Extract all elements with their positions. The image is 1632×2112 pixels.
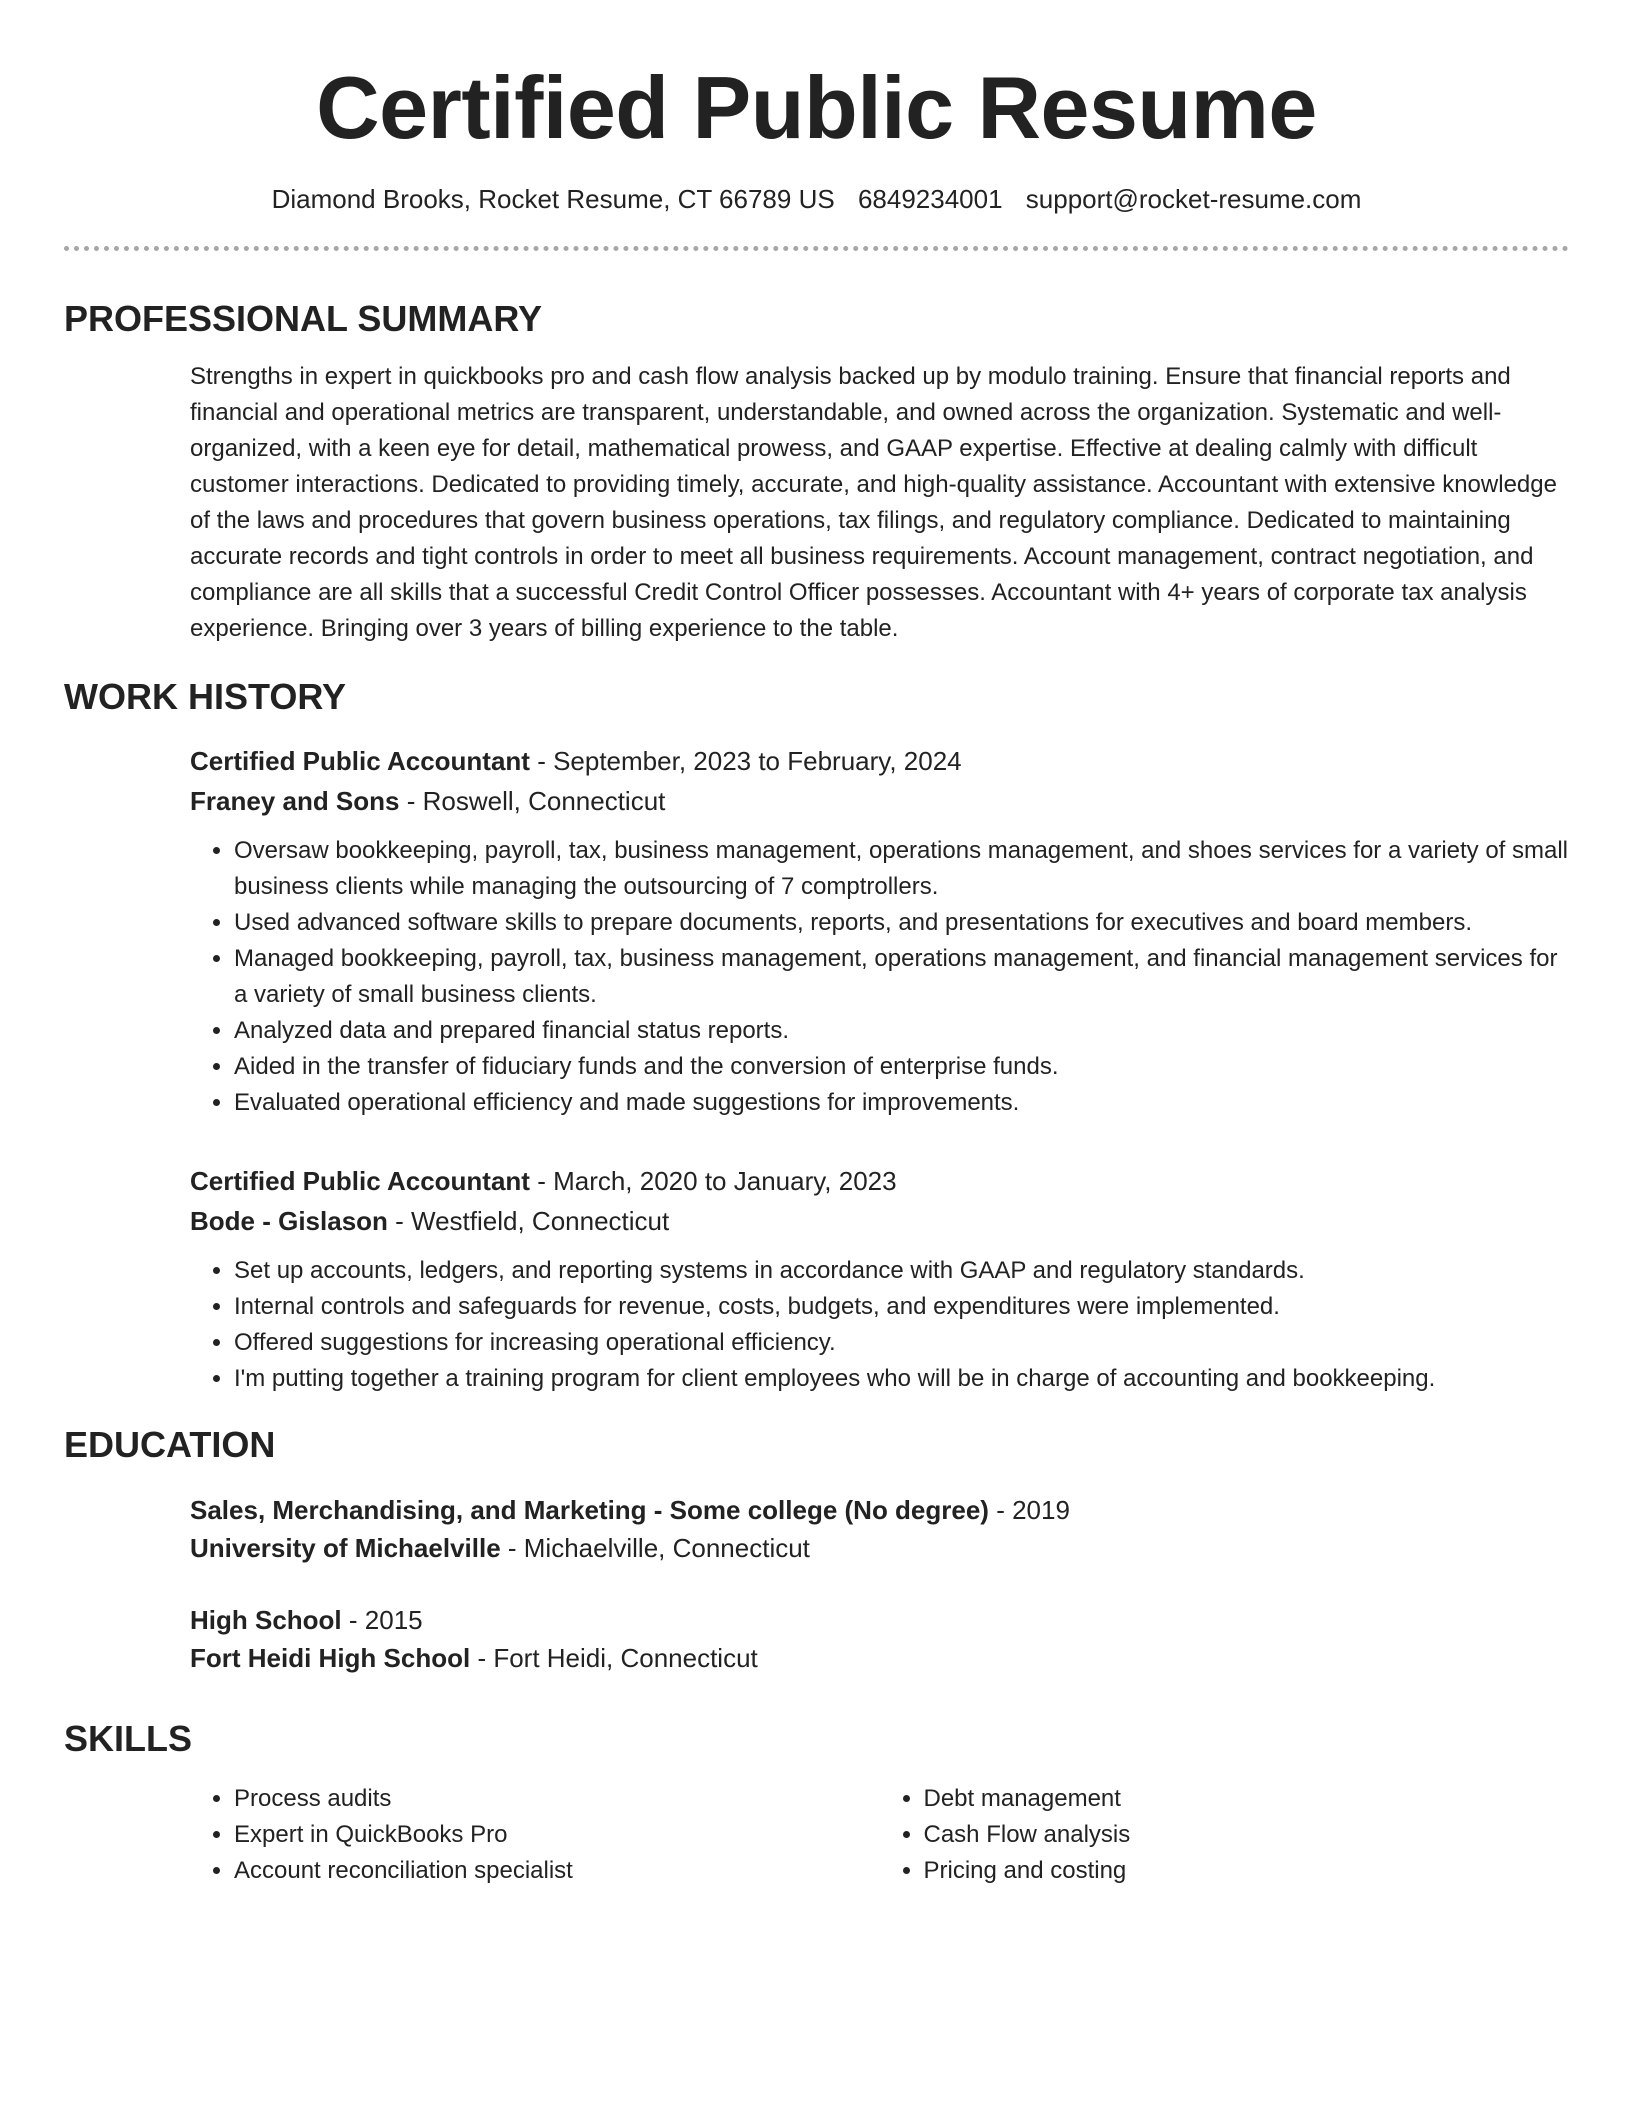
work-history-heading: WORK HISTORY: [64, 676, 347, 717]
education-degree-line: [190, 1491, 1569, 1529]
list-item: • I'm putting together a training program for client employees who will be in charge of accounting and bookkeeping.: [234, 1361, 1569, 1397]
education-entry: [190, 1601, 1569, 1677]
list-item: • Oversaw bookkeeping, payroll, tax, business management, operations management, and shoes services for a variety of small business clients while managing the outsourcing of 7 comptrollers.: [234, 833, 1569, 905]
job-title-line: [190, 741, 1569, 781]
summary-heading: PROFESSIONAL SUMMARY: [64, 298, 543, 339]
work-history: [190, 741, 1569, 1397]
list-item: • Internal controls and safeguards for revenue, costs, budgets, and expenditures were implemented.: [234, 1289, 1569, 1325]
header-divider: [64, 246, 1569, 251]
list-item: • Offered suggestions for increasing operational efficiency.: [234, 1325, 1569, 1361]
list-item: • Evaluated operational efficiency and made suggestions for improvements.: [234, 1085, 1569, 1121]
contact-email: support@rocket-resume.com: [1025, 184, 1362, 214]
education-school: University of Michaelville: [190, 1533, 501, 1563]
skill-item: • Account reconciliation specialist: [234, 1853, 880, 1889]
job-duties: [190, 833, 1569, 1121]
job-duties: [190, 1253, 1569, 1397]
skills-heading: SKILLS: [64, 1718, 193, 1759]
job-role: Certified Public Accountant: [190, 1166, 530, 1196]
job-dates: - March, 2020 to January, 2023: [529, 1166, 897, 1196]
job-company: Bode - Gislason: [190, 1206, 388, 1236]
skill-item: • Expert in QuickBooks Pro: [234, 1817, 880, 1853]
resume-page: [64, 0, 1569, 1889]
job-location: - Westfield, Connecticut: [387, 1206, 670, 1236]
job-entry: [190, 1161, 1569, 1397]
summary-text: Strengths in expert in quickbooks pro and cash flow analysis backed up by modulo training. Ensure that financial reports and financial and operational metrics are transparent, understandable, and owned across the organization. Systematic and well-organized, with a keen eye for detail, mathematical prowess, and GAAP expertise. Effective at dealing calmly with difficult customer interactions. Dedicated to providing timely, accurate, and high-quality assistance. Accountant with extensive knowledge of the laws and procedures that govern business operations, tax filings, and regulatory compliance. Dedicated to maintaining accurate records and tight controls in order to meet all business requirements. Account management, contract negotiation, and compliance are all skills that a successful Credit Control Officer possesses. Accountant with 4+ years of corporate tax analysis experience. Bringing over 3 years of billing experience to the table.: [190, 363, 1557, 642]
job-title-line: [190, 1161, 1569, 1201]
resume-name: Certified Public Resume: [316, 58, 1317, 157]
education: [190, 1491, 1569, 1677]
list-item: • Analyzed data and prepared financial status reports.: [234, 1013, 1569, 1049]
education-degree-line: [190, 1601, 1569, 1639]
skill-item: • Process audits: [234, 1781, 880, 1817]
list-item: • Managed bookkeeping, payroll, tax, business management, operations management, and financial management services for a variety of small business clients.: [234, 941, 1569, 1013]
list-item: • Set up accounts, ledgers, and reporting systems in accordance with GAAP and regulatory standards.: [234, 1253, 1569, 1289]
education-school: Fort Heidi High School: [190, 1643, 471, 1673]
skill-item: • Debt management: [924, 1781, 1570, 1817]
job-company: Franey and Sons: [190, 786, 400, 816]
education-entry: [190, 1491, 1569, 1567]
skill-item: • Cash Flow analysis: [924, 1817, 1570, 1853]
job-dates: - September, 2023 to February, 2024: [529, 746, 962, 776]
education-school-line: [190, 1639, 1569, 1677]
job-location: - Roswell, Connecticut: [399, 786, 666, 816]
education-location: - Michaelville, Connecticut: [500, 1533, 810, 1563]
list-item: • Aided in the transfer of fiduciary funds and the conversion of enterprise funds.: [234, 1049, 1569, 1085]
education-degree: High School: [190, 1605, 342, 1635]
education-year: - 2019: [988, 1495, 1070, 1525]
contact-address: Diamond Brooks, Rocket Resume, CT 66789 US: [271, 184, 835, 214]
education-heading: EDUCATION: [64, 1424, 276, 1465]
education-year: - 2015: [341, 1605, 423, 1635]
education-school-line: [190, 1529, 1569, 1567]
contact-phone: 6849234001: [857, 184, 1003, 214]
job-company-line: [190, 781, 1569, 821]
education-degree: Sales, Merchandising, and Marketing - Some college (No degree): [190, 1495, 989, 1525]
skills-list: [190, 1781, 1569, 1889]
skill-item: • Pricing and costing: [924, 1853, 1570, 1889]
skills-column-right: [880, 1781, 1570, 1889]
job-entry: [190, 741, 1569, 1121]
job-role: Certified Public Accountant: [190, 746, 530, 776]
contact-line: [64, 182, 1569, 216]
skills-column-left: [190, 1781, 880, 1889]
education-location: - Fort Heidi, Connecticut: [470, 1643, 758, 1673]
job-company-line: [190, 1201, 1569, 1241]
list-item: • Used advanced software skills to prepare documents, reports, and presentations for executives and board members.: [234, 905, 1569, 941]
